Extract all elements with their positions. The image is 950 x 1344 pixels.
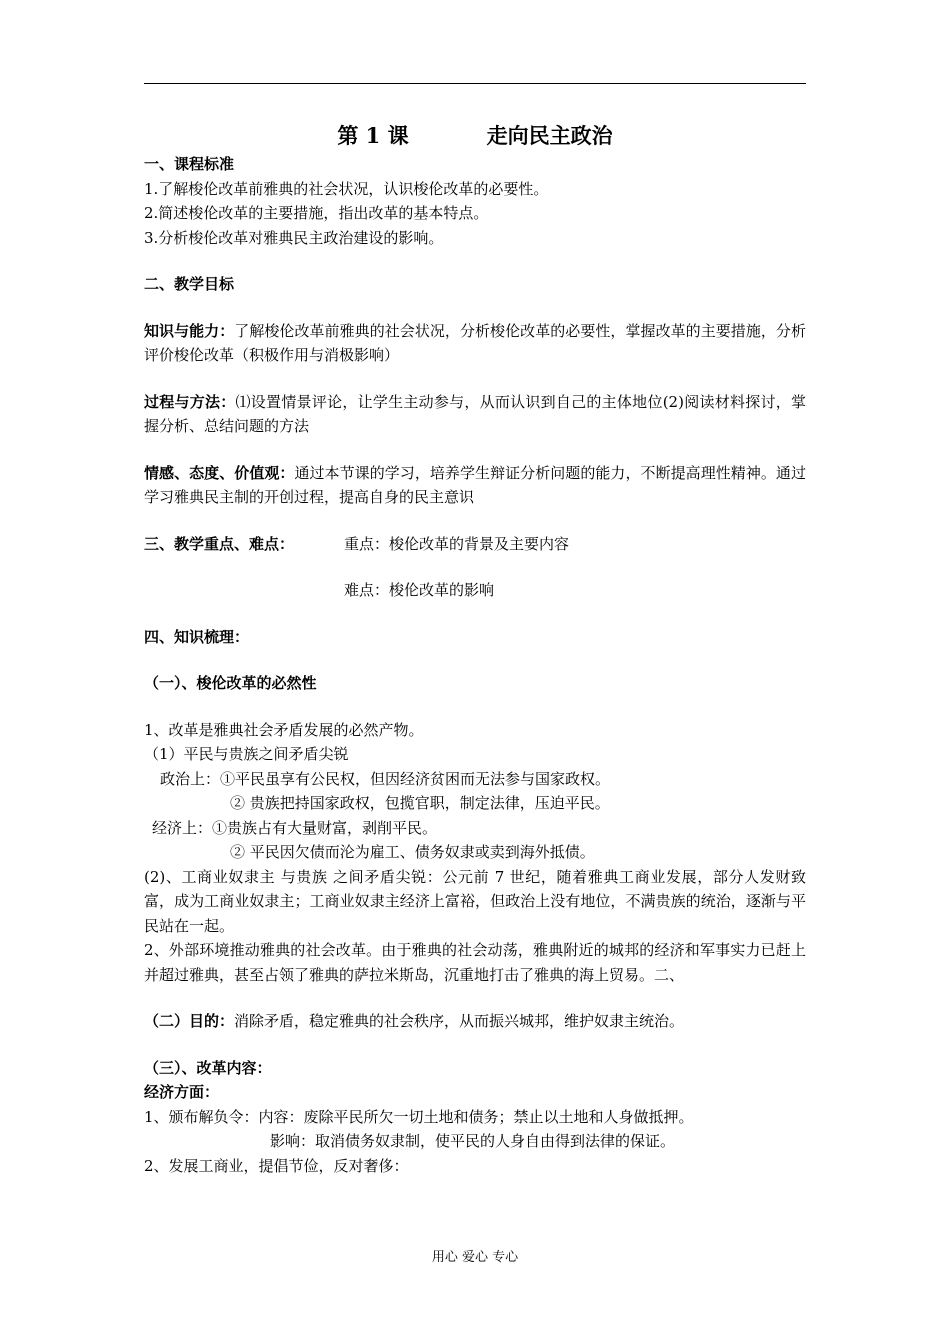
economy-line: ② 平民因欠债而沦为雇工、债务奴隶或卖到海外抵债。: [230, 843, 595, 861]
page-footer: 用心 爱心 专心: [431, 1250, 519, 1265]
measure-line: 影响：取消债务奴隶制，使平民的人身自由得到法律的保证。: [270, 1132, 676, 1150]
politics-line: ② 贵族把持国家政权，包揽官职，制定法律，压迫平民。: [230, 794, 610, 812]
standard-item: 3.分析梭伦改革对雅典民主政治建设的影响。: [144, 228, 444, 247]
goal-text: ⑴设置情景评论，让学生主动参与，从而认识到自己的主体地位(2)阅读材料探讨，掌握分析、总结问题的方法: [144, 392, 806, 435]
header-rule: [144, 83, 806, 84]
part-heading-necessity: （一）、梭伦改革的必然性: [144, 674, 317, 692]
section-heading-goals: 二、教学目标: [144, 275, 235, 293]
section-heading-standards: 一、课程标准: [144, 155, 235, 173]
content-paragraph: 2、外部环境推动雅典的社会改革。由于雅典的社会动荡，雅典附近的城邦的经济和军事实力已赶上并超过雅典，甚至占领了雅典的萨拉米斯岛，沉重地打击了雅典的海上贸易。二、: [144, 941, 806, 984]
goal-process: [144, 390, 806, 439]
purpose-text: 消除矛盾，稳定雅典的社会秩序，从而振兴城邦，维护奴隶主统治。: [234, 1012, 685, 1030]
measure-line: 2、发展工商业，提倡节俭，反对奢侈：: [144, 1156, 409, 1175]
document-page: [144, 120, 806, 1178]
lesson-title: [144, 120, 806, 152]
goal-text: 了解梭伦改革前雅典的社会状况，分析梭伦改革的必要性，掌握改革的主要措施，分析评价梭伦改革（积极作用与消极影响）: [144, 321, 806, 364]
economy-line: 经济上：①贵族占有大量财富，剥削平民。: [152, 818, 438, 837]
goal-emotion: [144, 461, 806, 510]
difficult-point: 难点：梭伦改革的影响: [344, 581, 495, 599]
purpose-label: （二）目的：: [144, 1012, 235, 1030]
goal-label: 过程与方法：: [144, 392, 236, 411]
goal-label: 情感、态度、价值观：: [144, 463, 295, 482]
content-paragraph: (2)、工商业奴隶主 与贵族 之间矛盾尖锐：公元前 7 世纪，随着雅典工商业发展，部分人发财致富，成为工商业奴隶主；工商业奴隶主经济上富裕，但政治上没有地位，不满贵族的统治，逐渐与平民站在一起。: [144, 867, 806, 935]
content-line: 1、改革是雅典社会矛盾发展的必然产物。: [144, 720, 424, 739]
lesson-topic: 走向民主政治: [486, 123, 613, 148]
politics-line: 政治上：①平民虽享有公民权，但因经济贫困而无法参与国家政权。: [160, 769, 611, 788]
measure-line: 1、颁布解负令：内容：废除平民所欠一切土地和债务；禁止以土地和人身做抵押。: [144, 1107, 694, 1126]
goal-text: 通过本节课的学习，培养学生辩证分析问题的能力，不断提高理性精神。通过学习雅典民主制的开创过程，提高自身的民主意识: [144, 463, 806, 506]
purpose-line: [144, 1009, 806, 1034]
goal-label: 知识与能力：: [144, 321, 235, 340]
lesson-number: 第 1 课: [337, 123, 409, 148]
standard-item: 2.简述梭伦改革的主要措施，指出改革的基本特点。: [144, 204, 489, 222]
key-point: 重点：梭伦改革的背景及主要内容: [344, 534, 570, 553]
part-heading-content: （三）、改革内容：: [144, 1058, 272, 1077]
content-line: （1）平民与贵族之间矛盾尖锐: [144, 745, 349, 763]
key-points-row: [144, 532, 806, 557]
goal-knowledge: [144, 319, 806, 368]
section-heading-key-points: 三、教学重点、难点：: [144, 534, 295, 553]
section-heading-knowledge: 四、知识梳理：: [144, 627, 250, 646]
subheading-economy: 经济方面：: [144, 1083, 220, 1101]
standard-item: 1.了解梭伦改革前雅典的社会状况，认识梭伦改革的必要性。: [144, 179, 549, 198]
